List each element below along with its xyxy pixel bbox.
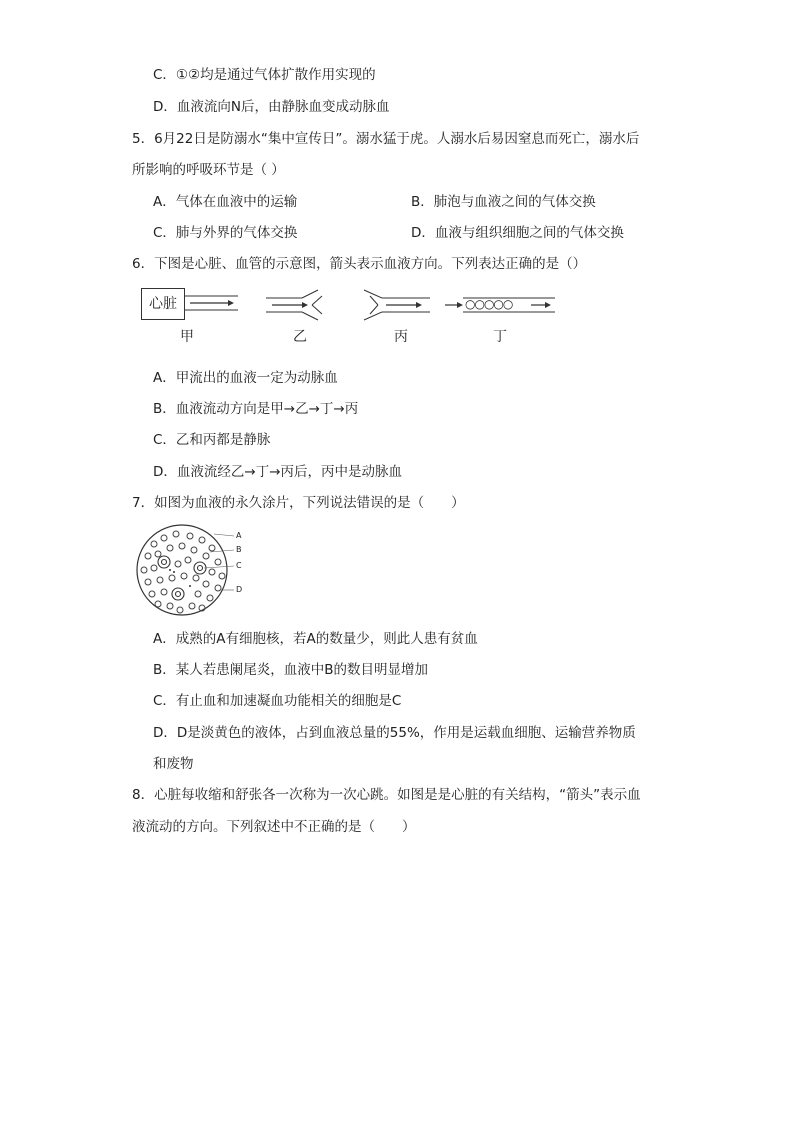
caption-yi: 乙 — [293, 329, 307, 345]
q7-stem: 7．如图为血液的永久涂片，下列说法错误的是（ ） — [132, 495, 465, 511]
q6-option-b: B．血液流动方向是甲→乙→丁→丙 — [153, 401, 359, 417]
q4-option-d: D．血液流向N后，由静脉血变成动脉血 — [153, 99, 390, 115]
q5-option-a: A．气体在血液中的运输 — [153, 194, 298, 210]
q6-option-d: D．血液流经乙→丁→丙后，丙中是动脉血 — [153, 464, 403, 480]
vessel-yi-icon — [266, 290, 338, 320]
q7-option-c: C．有止血和加速凝血功能相关的细胞是C — [153, 693, 402, 709]
q5-option-d: D．血液与组织细胞之间的气体交换 — [411, 225, 624, 241]
caption-jia: 甲 — [180, 329, 194, 345]
q8-stem-line2: 液流动的方向。下列叙述中不正确的是（ ） — [132, 819, 416, 835]
vessel-jia-icon — [184, 294, 244, 314]
q8-stem-line1: 8．心脏每收缩和舒张各一次称为一次心跳。如图是是心脏的有关结构，“箭头”表示血 — [132, 787, 641, 803]
q7-option-d-line1: D．D是淡黄色的液体，占到血液总量的55%，作用是运载血细胞、运输营养物质 — [153, 725, 636, 741]
q5-option-c: C．肺与外界的气体交换 — [153, 225, 298, 241]
q6-option-a: A．甲流出的血液一定为动脉血 — [153, 370, 338, 386]
smear-label-a: A — [236, 531, 242, 540]
q5-option-b: B．肺泡与血液之间的气体交换 — [411, 194, 596, 210]
caption-ding: 丁 — [493, 329, 507, 345]
q5-stem-line1: 5．6月22日是防溺水“集中宣传日”。溺水猛于虎。人溺水后易因窒息而死亡，溺水后 — [132, 131, 640, 147]
caption-bing: 丙 — [394, 329, 408, 345]
capillary-cells: ○○○○○ — [465, 297, 513, 311]
smear-label-c: C — [236, 561, 242, 570]
q7-option-d-line2: 和废物 — [153, 756, 194, 772]
q7-option-a: A．成熟的A有细胞核，若A的数量少，则此人患有贫血 — [153, 631, 478, 647]
smear-label-b: B — [236, 545, 242, 554]
q5-stem-line2: 所影响的呼吸环节是（ ） — [132, 162, 285, 178]
q6-stem: 6．下图是心脏、血管的示意图，箭头表示血液方向。下列表达正确的是（） — [132, 256, 587, 272]
q6-option-c: C．乙和丙都是静脉 — [153, 432, 271, 448]
q7-option-b: B．某人若患阑尾炎，血液中B的数目明显增加 — [153, 662, 429, 678]
heart-box: 心脏 — [141, 288, 185, 320]
smear-label-d: D — [236, 585, 243, 594]
q4-option-c: C．①②均是通过气体扩散作用实现的 — [153, 67, 376, 83]
blood-smear-icon — [134, 524, 250, 620]
vessel-bing-icon — [364, 290, 436, 320]
